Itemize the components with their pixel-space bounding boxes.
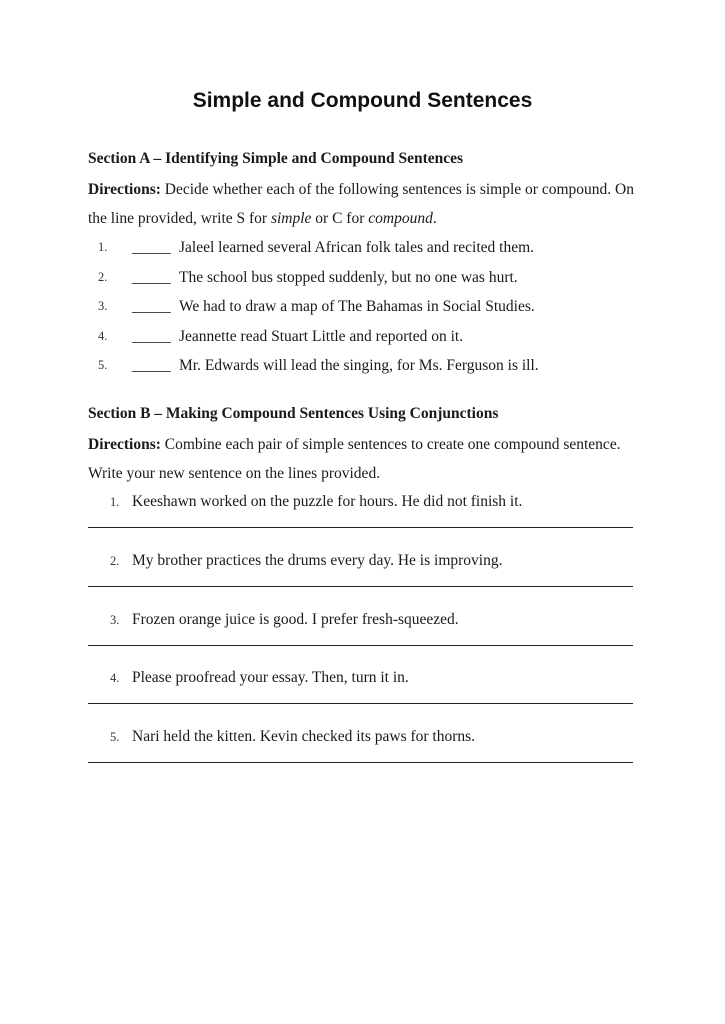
list-item bbox=[88, 351, 648, 381]
list-item bbox=[88, 233, 648, 263]
list-item bbox=[88, 547, 648, 606]
section-a-list bbox=[88, 233, 648, 381]
item-sentence: Keeshawn worked on the puzzle for hours. He did not finish it. bbox=[132, 493, 523, 510]
item-sentence: My brother practices the drums every day. He is improving. bbox=[132, 551, 503, 569]
list-item bbox=[88, 606, 648, 665]
item-number: 3. bbox=[98, 299, 108, 313]
directions-emphasis-compound: compound bbox=[368, 210, 433, 227]
section-b-heading: Section B – Making Compound Sentences Using Conjunctions bbox=[88, 405, 499, 422]
answer-blank[interactable]: _____ bbox=[132, 327, 171, 345]
answer-blank[interactable]: _____ bbox=[132, 357, 171, 374]
list-item bbox=[88, 322, 648, 352]
section-a bbox=[88, 147, 648, 381]
item-sentence: The school bus stopped suddenly, but no one was hurt. bbox=[179, 268, 518, 286]
item-sentence: Please proofread your essay. Then, turn it in. bbox=[132, 669, 409, 687]
page-title: Simple and Compound Sentences bbox=[192, 89, 533, 112]
item-sentence: We had to draw a map of The Bahamas in Social Studies. bbox=[179, 298, 535, 315]
item-sentence: Nari held the kitten. Kevin checked its paws for thorns. bbox=[132, 728, 476, 746]
directions-label: Directions: bbox=[88, 181, 161, 198]
item-number: 5. bbox=[98, 358, 108, 372]
list-item bbox=[88, 292, 648, 322]
item-number: 2. bbox=[110, 553, 120, 568]
answer-line[interactable] bbox=[88, 586, 633, 587]
item-number: 4. bbox=[98, 328, 108, 343]
directions-text: Decide whether each of the following sentences is simple or compound. On the line provided, write S for bbox=[88, 181, 634, 227]
answer-line[interactable] bbox=[88, 527, 633, 528]
directions-text: Combine each pair of simple sentences to create one compound sentence. Write your new sentence on the lines provided. bbox=[88, 436, 621, 482]
answer-line[interactable] bbox=[88, 645, 633, 646]
answer-line[interactable] bbox=[88, 762, 633, 763]
item-number: 2. bbox=[98, 269, 108, 284]
list-item bbox=[88, 488, 648, 547]
directions-label: Directions: bbox=[88, 436, 161, 453]
item-number: 4. bbox=[110, 671, 120, 686]
directions-text: . bbox=[432, 210, 437, 227]
item-number: 1. bbox=[110, 495, 120, 509]
item-sentence: Frozen orange juice is good. I prefer fresh-squeezed. bbox=[132, 610, 459, 628]
section-a-heading: Section A – Identifying Simple and Compound Sentences bbox=[88, 150, 464, 167]
answer-line[interactable] bbox=[88, 703, 633, 704]
item-number: 5. bbox=[110, 730, 120, 745]
item-sentence: Mr. Edwards will lead the singing, for Ms. Ferguson is ill. bbox=[179, 357, 539, 374]
section-b-list bbox=[88, 488, 648, 782]
section-b-directions bbox=[88, 430, 648, 488]
section-b bbox=[88, 402, 648, 782]
item-number: 1. bbox=[98, 240, 108, 254]
section-a-directions bbox=[88, 175, 648, 233]
answer-blank[interactable]: _____ bbox=[132, 298, 171, 315]
answer-blank[interactable]: _____ bbox=[132, 239, 171, 256]
list-item bbox=[88, 723, 648, 782]
item-number: 3. bbox=[110, 612, 120, 627]
directions-emphasis-simple: simple bbox=[270, 210, 312, 227]
list-item bbox=[88, 263, 648, 293]
list-item bbox=[88, 664, 648, 723]
directions-text: or C for bbox=[311, 210, 369, 227]
item-sentence: Jaleel learned several African folk tales and recited them. bbox=[179, 239, 535, 256]
item-sentence: Jeannette read Stuart Little and reported on it. bbox=[179, 327, 464, 345]
answer-blank[interactable]: _____ bbox=[132, 268, 171, 286]
